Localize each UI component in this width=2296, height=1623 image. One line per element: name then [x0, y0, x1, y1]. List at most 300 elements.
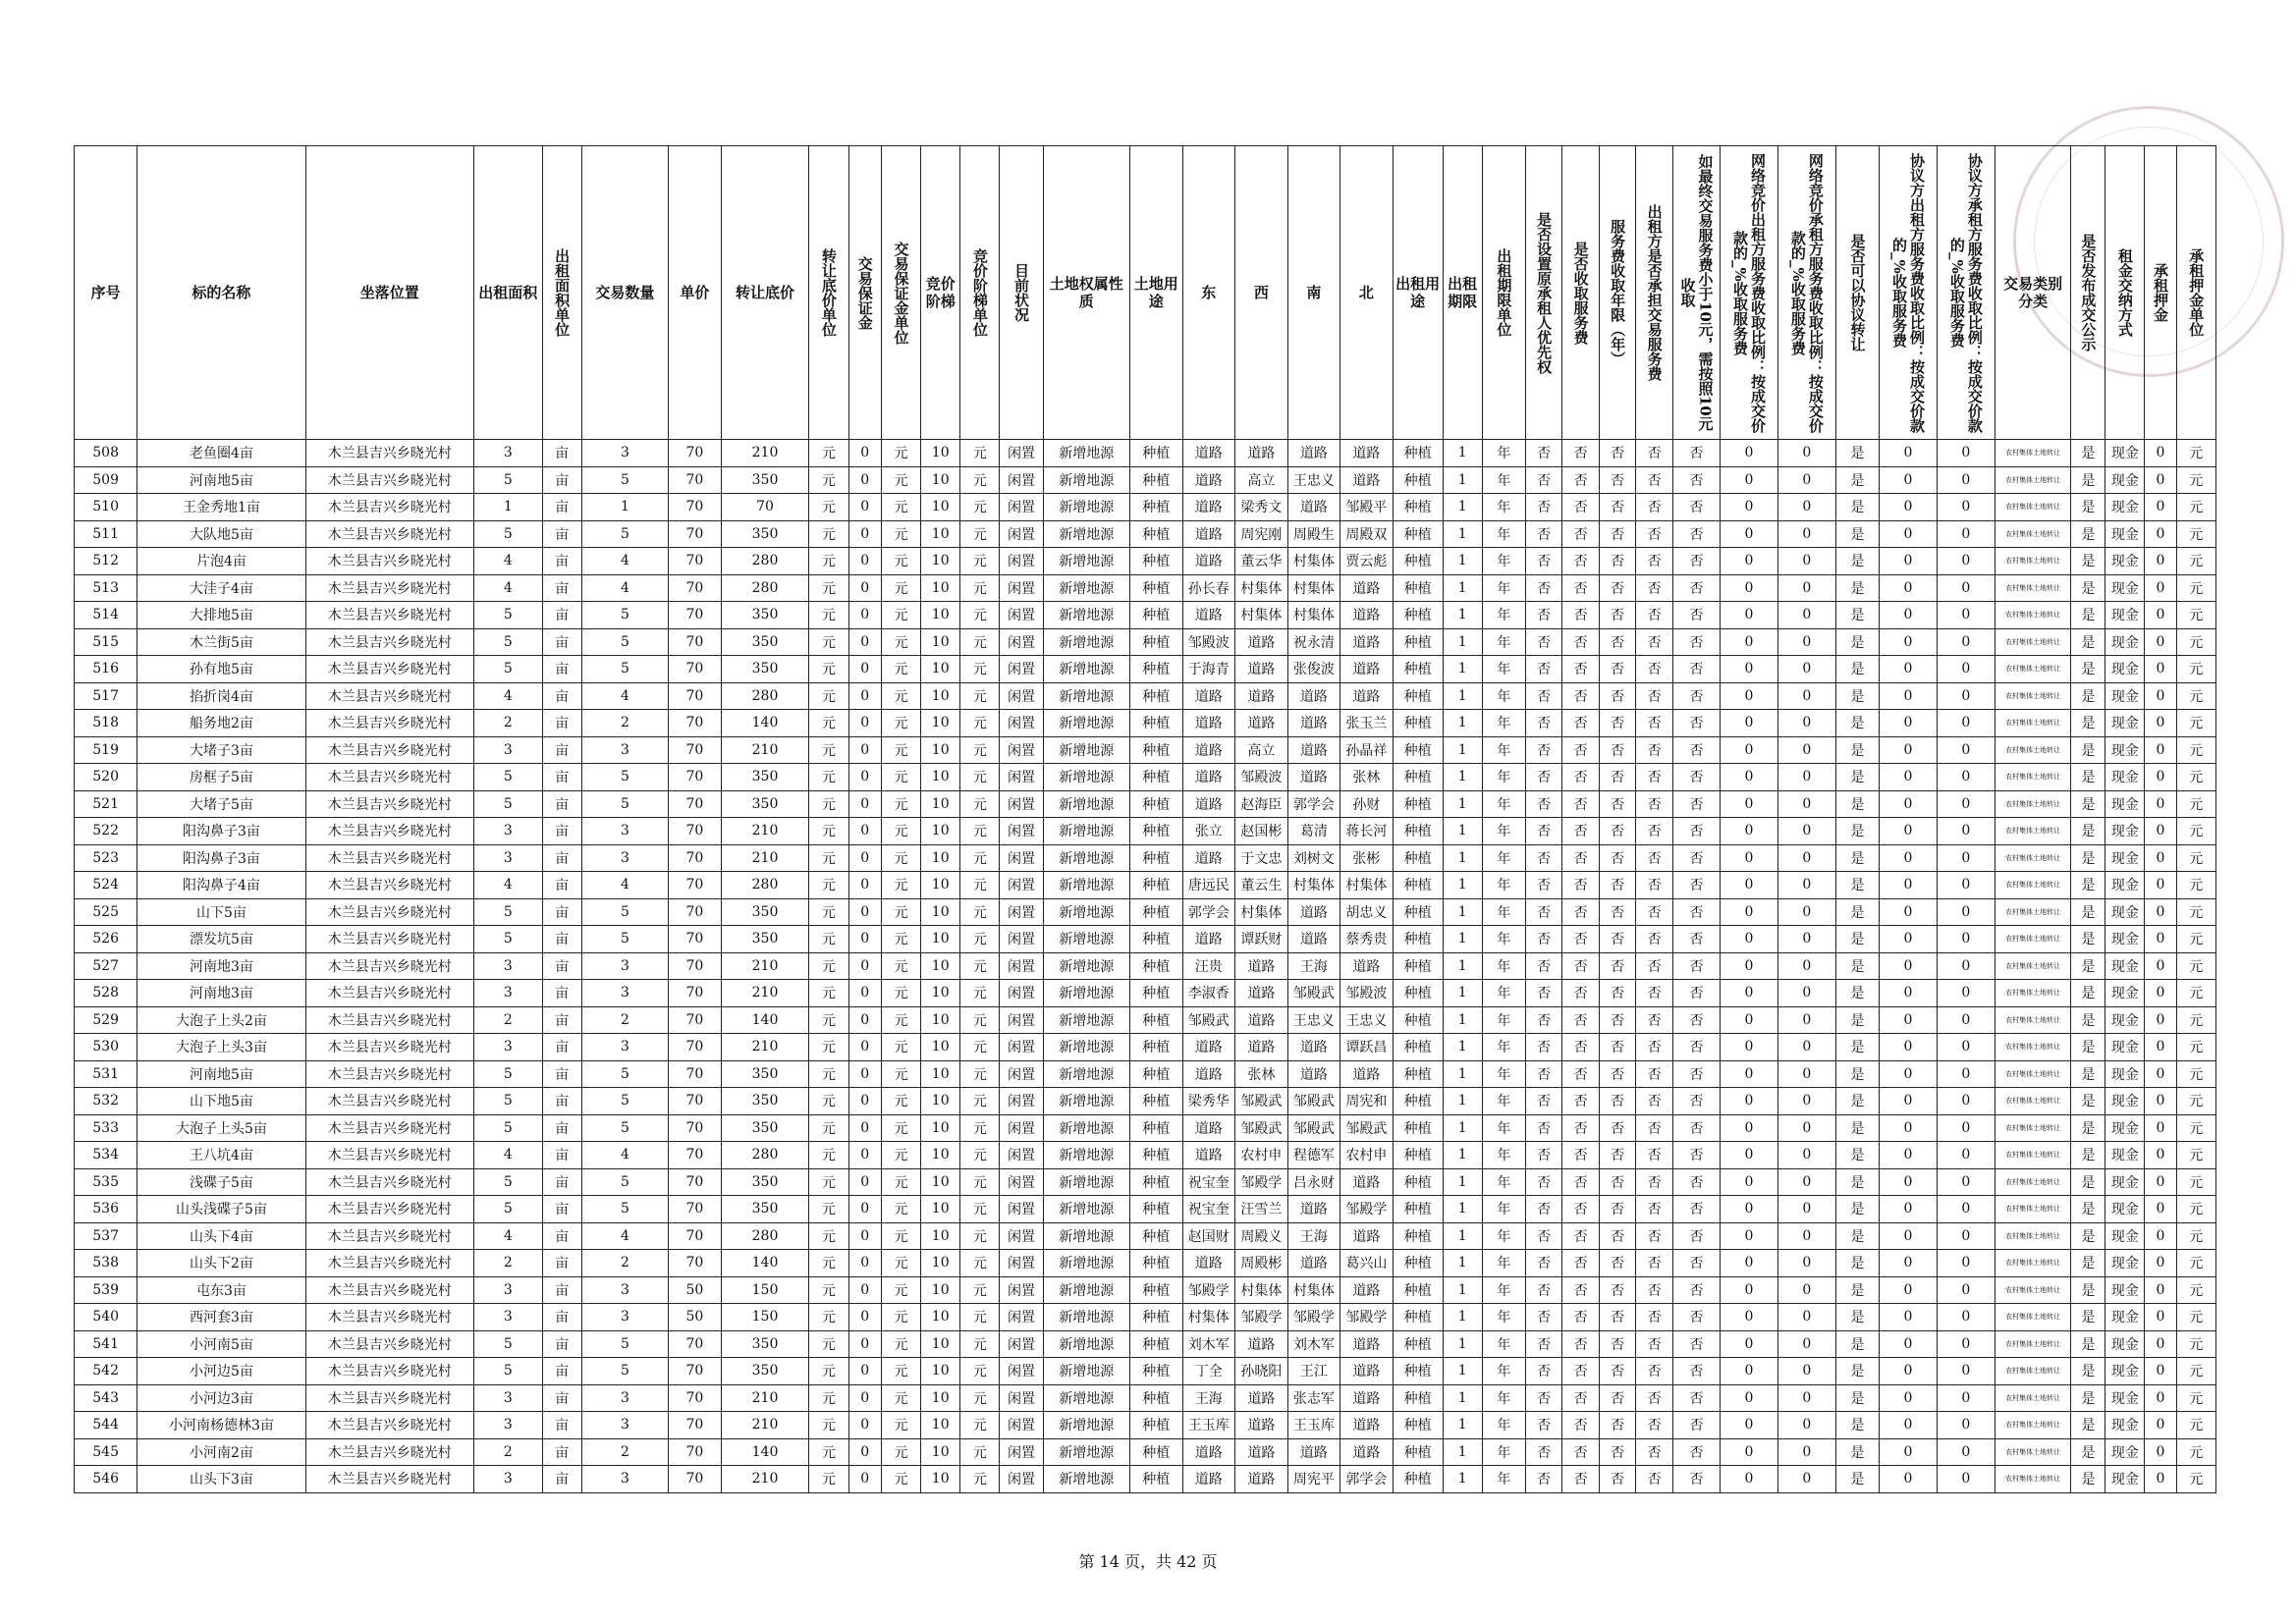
- table-cell: 现金: [2105, 926, 2145, 953]
- table-cell: 0: [2145, 1168, 2176, 1196]
- table-cell: 是: [1835, 1034, 1879, 1061]
- table-cell: 大队地5亩: [137, 520, 305, 548]
- table-cell: 1: [1443, 764, 1482, 791]
- table-cell: 0: [2145, 1330, 2176, 1358]
- table-cell: 0: [1937, 790, 1995, 818]
- table-cell: 种植: [1393, 1466, 1443, 1493]
- table-cell: 0: [1721, 628, 1778, 656]
- column-header: 土地权属性质: [1043, 146, 1129, 440]
- table-cell: 元: [809, 980, 848, 1007]
- table-cell: 元: [809, 844, 848, 872]
- table-cell: 1: [1443, 818, 1482, 845]
- table-cell: 道路: [1235, 1006, 1288, 1034]
- table-cell: 道路: [1340, 466, 1394, 494]
- table-cell: 否: [1672, 736, 1720, 764]
- table-cell: 亩: [542, 1088, 581, 1115]
- column-header: 单价: [669, 146, 722, 440]
- table-cell: 木兰县吉兴乡晓光村: [305, 1330, 473, 1358]
- table-cell: 否: [1636, 602, 1672, 629]
- table-cell: 种植: [1129, 1060, 1182, 1088]
- table-cell: 村集体: [1287, 574, 1340, 602]
- table-row: [75, 952, 2216, 980]
- table-cell: 0: [848, 952, 881, 980]
- table-cell: 新增地源: [1043, 898, 1129, 926]
- table-cell: 现金: [2105, 520, 2145, 548]
- table-cell: 5: [473, 602, 542, 629]
- table-cell: 524: [75, 872, 137, 899]
- table-cell: 元: [881, 926, 920, 953]
- table-cell: 木兰县吉兴乡晓光村: [305, 1384, 473, 1412]
- table-cell: 否: [1672, 574, 1720, 602]
- table-cell: 是: [2071, 1168, 2105, 1196]
- table-cell: 2: [473, 1250, 542, 1277]
- table-cell: 农村集体土地转让: [1995, 1196, 2071, 1223]
- table-cell: 种植: [1129, 1466, 1182, 1493]
- column-header: 是否发布成交公示: [2071, 146, 2105, 440]
- table-cell: 亩: [542, 844, 581, 872]
- table-cell: 10: [921, 1466, 960, 1493]
- table-cell: 0: [1777, 440, 1835, 467]
- table-cell: 10: [921, 520, 960, 548]
- table-cell: 4: [473, 574, 542, 602]
- table-cell: 屯东3亩: [137, 1276, 305, 1304]
- table-cell: 现金: [2105, 1438, 2145, 1466]
- table-cell: 元: [960, 466, 1000, 494]
- table-cell: 木兰县吉兴乡晓光村: [305, 926, 473, 953]
- table-cell: 种植: [1393, 1276, 1443, 1304]
- table-cell: 0: [1937, 1114, 1995, 1142]
- table-cell: 村集体: [1287, 1276, 1340, 1304]
- table-cell: 否: [1672, 790, 1720, 818]
- table-cell: 新增地源: [1043, 926, 1129, 953]
- table-cell: 现金: [2105, 1142, 2145, 1169]
- table-cell: 种植: [1129, 1168, 1182, 1196]
- table-cell: 闲置: [1000, 466, 1043, 494]
- table-cell: 0: [1880, 980, 1938, 1007]
- table-cell: 否: [1672, 1276, 1720, 1304]
- table-cell: 张志军: [1287, 1384, 1340, 1412]
- column-header: 西: [1235, 146, 1288, 440]
- table-cell: 闲置: [1000, 682, 1043, 710]
- table-cell: 0: [2145, 656, 2176, 683]
- column-header: 竞价阶梯: [921, 146, 960, 440]
- table-cell: 5: [581, 1060, 668, 1088]
- table-cell: 0: [1721, 602, 1778, 629]
- table-cell: 否: [1672, 682, 1720, 710]
- table-cell: 年: [1482, 790, 1525, 818]
- table-cell: 是: [1835, 980, 1879, 1007]
- table-cell: 1: [1443, 980, 1482, 1007]
- table-cell: 亩: [542, 1168, 581, 1196]
- table-cell: 否: [1525, 926, 1561, 953]
- table-cell: 0: [1880, 1358, 1938, 1385]
- table-cell: 农村集体土地转让: [1995, 1358, 2071, 1385]
- table-cell: 1: [1443, 602, 1482, 629]
- table-cell: 0: [848, 1330, 881, 1358]
- page-number: 第 14 页，共 42 页: [1078, 1552, 1218, 1571]
- table-cell: 董云华: [1235, 548, 1288, 575]
- table-cell: 0: [848, 1222, 881, 1250]
- table-cell: 元: [881, 1304, 920, 1331]
- table-cell: 道路: [1182, 1438, 1235, 1466]
- table-cell: 否: [1636, 1276, 1672, 1304]
- table-cell: 元: [960, 1412, 1000, 1439]
- table-cell: 农村集体土地转让: [1995, 574, 2071, 602]
- table-cell: 船务地2亩: [137, 710, 305, 737]
- table-cell: 0: [1777, 952, 1835, 980]
- table-cell: 3: [581, 818, 668, 845]
- table-cell: 是: [1835, 1304, 1879, 1331]
- table-cell: 是: [1835, 602, 1879, 629]
- table-cell: 元: [2176, 1222, 2215, 1250]
- table-cell: 道路: [1235, 710, 1288, 737]
- table-cell: 是: [2071, 682, 2105, 710]
- table-cell: 否: [1599, 1276, 1635, 1304]
- table-cell: 是: [2071, 1034, 2105, 1061]
- table-cell: 周宪平: [1287, 1466, 1340, 1493]
- table-cell: 元: [881, 952, 920, 980]
- table-cell: 0: [1880, 574, 1938, 602]
- table-cell: 元: [881, 1222, 920, 1250]
- table-cell: 5: [581, 1330, 668, 1358]
- table-cell: 0: [1880, 1412, 1938, 1439]
- table-cell: 否: [1599, 952, 1635, 980]
- table-cell: 种植: [1393, 440, 1443, 467]
- table-cell: 是: [1835, 494, 1879, 521]
- table-cell: 3: [473, 952, 542, 980]
- table-cell: 农村集体土地转让: [1995, 466, 2071, 494]
- table-cell: 520: [75, 764, 137, 791]
- table-cell: 元: [809, 440, 848, 467]
- table-cell: 种植: [1129, 1250, 1182, 1277]
- table-row: [75, 440, 2216, 467]
- table-cell: 3: [473, 1466, 542, 1493]
- table-cell: 是: [1835, 1276, 1879, 1304]
- table-cell: 农村集体土地转让: [1995, 1006, 2071, 1034]
- table-cell: 葛清: [1287, 818, 1340, 845]
- table-cell: 是: [2071, 872, 2105, 899]
- table-cell: 否: [1672, 1304, 1720, 1331]
- table-cell: 210: [721, 1384, 809, 1412]
- table-cell: 木兰县吉兴乡晓光村: [305, 1196, 473, 1223]
- table-cell: 现金: [2105, 844, 2145, 872]
- table-cell: 0: [2145, 1250, 2176, 1277]
- table-cell: 元: [809, 926, 848, 953]
- table-cell: 种植: [1129, 898, 1182, 926]
- table-cell: 0: [1937, 1250, 1995, 1277]
- table-cell: 种植: [1393, 1006, 1443, 1034]
- table-cell: 5: [473, 898, 542, 926]
- table-cell: 元: [881, 656, 920, 683]
- table-cell: 元: [960, 628, 1000, 656]
- table-cell: 种植: [1393, 682, 1443, 710]
- table-cell: 元: [960, 520, 1000, 548]
- table-cell: 是: [1835, 1114, 1879, 1142]
- table-cell: 农村集体土地转让: [1995, 898, 2071, 926]
- table-cell: 526: [75, 926, 137, 953]
- table-cell: 70: [669, 1222, 722, 1250]
- table-cell: 新增地源: [1043, 818, 1129, 845]
- table-cell: 537: [75, 1222, 137, 1250]
- table-cell: 534: [75, 1142, 137, 1169]
- table-cell: 否: [1599, 1438, 1635, 1466]
- table-cell: 是: [2071, 1330, 2105, 1358]
- table-cell: 农村集体土地转让: [1995, 952, 2071, 980]
- table-cell: 现金: [2105, 440, 2145, 467]
- table-cell: 年: [1482, 520, 1525, 548]
- table-cell: 0: [1937, 1196, 1995, 1223]
- table-cell: 农村集体土地转让: [1995, 844, 2071, 872]
- table-cell: 种植: [1393, 1438, 1443, 1466]
- table-cell: 1: [1443, 1412, 1482, 1439]
- table-cell: 0: [1777, 818, 1835, 845]
- table-cell: 闲置: [1000, 440, 1043, 467]
- table-cell: 年: [1482, 602, 1525, 629]
- table-cell: 是: [1835, 952, 1879, 980]
- table-cell: 1: [1443, 1222, 1482, 1250]
- table-cell: 是: [1835, 1358, 1879, 1385]
- table-cell: 否: [1599, 1168, 1635, 1196]
- table-cell: 新增地源: [1043, 494, 1129, 521]
- table-cell: 1: [1443, 1384, 1482, 1412]
- table-cell: 4: [473, 548, 542, 575]
- table-cell: 否: [1636, 1168, 1672, 1196]
- table-cell: 元: [881, 1358, 920, 1385]
- table-cell: 是: [1835, 736, 1879, 764]
- table-cell: 亩: [542, 440, 581, 467]
- table-cell: 0: [1880, 1222, 1938, 1250]
- table-cell: 70: [669, 1412, 722, 1439]
- table-cell: 张玉兰: [1340, 710, 1394, 737]
- table-cell: 农村集体土地转让: [1995, 1412, 2071, 1439]
- table-cell: 木兰县吉兴乡晓光村: [305, 980, 473, 1007]
- table-cell: 邹殿武: [1235, 1088, 1288, 1115]
- table-cell: 是: [1835, 710, 1879, 737]
- table-cell: 元: [2176, 628, 2215, 656]
- table-cell: 1: [1443, 682, 1482, 710]
- table-cell: 1: [1443, 1304, 1482, 1331]
- table-cell: 道路: [1340, 1276, 1394, 1304]
- table-cell: 0: [1721, 844, 1778, 872]
- table-cell: 王忠义: [1287, 1006, 1340, 1034]
- table-row: [75, 1276, 2216, 1304]
- table-cell: 亩: [542, 1330, 581, 1358]
- table-cell: 元: [2176, 1250, 2215, 1277]
- table-cell: 否: [1599, 1222, 1635, 1250]
- table-cell: 种植: [1393, 764, 1443, 791]
- table-cell: 道路: [1287, 1034, 1340, 1061]
- table-cell: 350: [721, 628, 809, 656]
- table-cell: 年: [1482, 1304, 1525, 1331]
- table-cell: 农村集体土地转让: [1995, 682, 2071, 710]
- table-cell: 350: [721, 602, 809, 629]
- table-cell: 0: [1880, 656, 1938, 683]
- table-cell: 521: [75, 790, 137, 818]
- table-cell: 新增地源: [1043, 1412, 1129, 1439]
- table-cell: 种植: [1129, 682, 1182, 710]
- table-cell: 否: [1525, 1358, 1561, 1385]
- table-cell: 新增地源: [1043, 1438, 1129, 1466]
- table-cell: 1: [1443, 1114, 1482, 1142]
- table-cell: 0: [2145, 818, 2176, 845]
- table-cell: 年: [1482, 872, 1525, 899]
- table-cell: 周殿彬: [1235, 1250, 1288, 1277]
- table-cell: 否: [1525, 1384, 1561, 1412]
- table-cell: 2: [581, 1250, 668, 1277]
- table-cell: 3: [581, 1466, 668, 1493]
- table-cell: 元: [809, 1196, 848, 1223]
- table-cell: 山头下2亩: [137, 1250, 305, 1277]
- table-cell: 70: [669, 466, 722, 494]
- table-cell: 1: [1443, 1142, 1482, 1169]
- table-cell: 闲置: [1000, 926, 1043, 953]
- table-cell: 农村集体土地转让: [1995, 980, 2071, 1007]
- table-cell: 是: [2071, 1466, 2105, 1493]
- table-cell: 元: [960, 1438, 1000, 1466]
- table-cell: 大排地5亩: [137, 602, 305, 629]
- table-cell: 新增地源: [1043, 736, 1129, 764]
- table-cell: 0: [2145, 1358, 2176, 1385]
- table-cell: 否: [1599, 1088, 1635, 1115]
- table-cell: 0: [848, 926, 881, 953]
- table-cell: 种植: [1393, 520, 1443, 548]
- table-cell: 0: [1937, 440, 1995, 467]
- table-cell: 0: [1721, 1438, 1778, 1466]
- table-cell: 种植: [1393, 466, 1443, 494]
- table-cell: 否: [1672, 1250, 1720, 1277]
- table-cell: 元: [2176, 1438, 2215, 1466]
- table-cell: 新增地源: [1043, 574, 1129, 602]
- table-cell: 元: [881, 844, 920, 872]
- table-cell: 否: [1562, 628, 1599, 656]
- table-cell: 是: [1835, 844, 1879, 872]
- table-cell: 元: [881, 1250, 920, 1277]
- table-cell: 140: [721, 710, 809, 737]
- table-cell: 5: [581, 926, 668, 953]
- table-cell: 闲置: [1000, 656, 1043, 683]
- table-cell: 农村集体土地转让: [1995, 790, 2071, 818]
- table-cell: 新增地源: [1043, 872, 1129, 899]
- table-cell: 否: [1636, 1196, 1672, 1223]
- table-cell: 新增地源: [1043, 1114, 1129, 1142]
- table-cell: 农村集体土地转让: [1995, 1088, 2071, 1115]
- table-cell: 农村集体土地转让: [1995, 1034, 2071, 1061]
- table-cell: 否: [1672, 656, 1720, 683]
- table-cell: 小河南5亩: [137, 1330, 305, 1358]
- table-cell: 元: [960, 764, 1000, 791]
- table-cell: 是: [2071, 548, 2105, 575]
- table-cell: 0: [2145, 1222, 2176, 1250]
- table-cell: 280: [721, 548, 809, 575]
- table-cell: 年: [1482, 1060, 1525, 1088]
- table-cell: 元: [809, 520, 848, 548]
- table-cell: 元: [960, 1196, 1000, 1223]
- table-cell: 527: [75, 952, 137, 980]
- table-cell: 否: [1636, 736, 1672, 764]
- table-cell: 0: [1880, 1114, 1938, 1142]
- table-cell: 5: [473, 1088, 542, 1115]
- table-cell: 70: [669, 682, 722, 710]
- table-cell: 531: [75, 1060, 137, 1088]
- table-cell: 邹殿学: [1182, 1276, 1235, 1304]
- table-cell: 农村集体土地转让: [1995, 1060, 2071, 1088]
- column-header: 如最终交易服务费小于10元，需按照10元收取: [1672, 146, 1720, 440]
- table-cell: 0: [1721, 574, 1778, 602]
- table-cell: 是: [2071, 1412, 2105, 1439]
- table-cell: 否: [1525, 980, 1561, 1007]
- table-cell: 张林: [1235, 1060, 1288, 1088]
- table-cell: 1: [1443, 440, 1482, 467]
- table-cell: 闲置: [1000, 628, 1043, 656]
- table-cell: 种植: [1129, 466, 1182, 494]
- table-cell: 元: [881, 628, 920, 656]
- table-cell: 5: [581, 1168, 668, 1196]
- table-cell: 元: [881, 790, 920, 818]
- table-cell: 5: [581, 520, 668, 548]
- table-row: [75, 736, 2216, 764]
- table-cell: 元: [881, 494, 920, 521]
- table-cell: 元: [881, 682, 920, 710]
- table-cell: 否: [1562, 1034, 1599, 1061]
- table-cell: 3: [473, 1384, 542, 1412]
- table-cell: 是: [2071, 494, 2105, 521]
- table-cell: 否: [1562, 1358, 1599, 1385]
- table-cell: 3: [581, 1412, 668, 1439]
- table-cell: 是: [2071, 764, 2105, 791]
- table-cell: 否: [1599, 1006, 1635, 1034]
- table-cell: 木兰县吉兴乡晓光村: [305, 736, 473, 764]
- table-cell: 道路: [1340, 602, 1394, 629]
- table-cell: 10: [921, 1412, 960, 1439]
- table-cell: 道路: [1340, 682, 1394, 710]
- table-cell: 农村集体土地转让: [1995, 710, 2071, 737]
- table-cell: 0: [1880, 1438, 1938, 1466]
- table-cell: 道路: [1235, 980, 1288, 1007]
- table-cell: 0: [1880, 844, 1938, 872]
- table-cell: 是: [1835, 1222, 1879, 1250]
- table-cell: 5: [473, 466, 542, 494]
- table-cell: 农村集体土地转让: [1995, 926, 2071, 953]
- table-cell: 否: [1525, 1060, 1561, 1088]
- table-cell: 小河南杨德林3亩: [137, 1412, 305, 1439]
- table-cell: 新增地源: [1043, 1466, 1129, 1493]
- table-cell: 亩: [542, 520, 581, 548]
- table-cell: 元: [809, 602, 848, 629]
- table-cell: 闲置: [1000, 1438, 1043, 1466]
- table-cell: 亩: [542, 1358, 581, 1385]
- table-cell: 0: [1880, 494, 1938, 521]
- table-cell: 种植: [1393, 494, 1443, 521]
- column-header: 出租面积: [473, 146, 542, 440]
- table-cell: 0: [1721, 898, 1778, 926]
- table-cell: 5: [473, 1114, 542, 1142]
- table-cell: 年: [1482, 1250, 1525, 1277]
- table-cell: 70: [669, 520, 722, 548]
- table-cell: 元: [960, 1276, 1000, 1304]
- table-cell: 10: [921, 1384, 960, 1412]
- table-cell: 1: [1443, 1276, 1482, 1304]
- table-cell: 3: [581, 1304, 668, 1331]
- table-cell: 木兰县吉兴乡晓光村: [305, 764, 473, 791]
- table-cell: 年: [1482, 548, 1525, 575]
- table-cell: 否: [1525, 764, 1561, 791]
- table-cell: 522: [75, 818, 137, 845]
- table-cell: 否: [1525, 872, 1561, 899]
- table-cell: 邹殿武: [1235, 1114, 1288, 1142]
- table-cell: 70: [669, 980, 722, 1007]
- table-cell: 蔡秀贵: [1340, 926, 1394, 953]
- table-cell: 0: [1937, 1276, 1995, 1304]
